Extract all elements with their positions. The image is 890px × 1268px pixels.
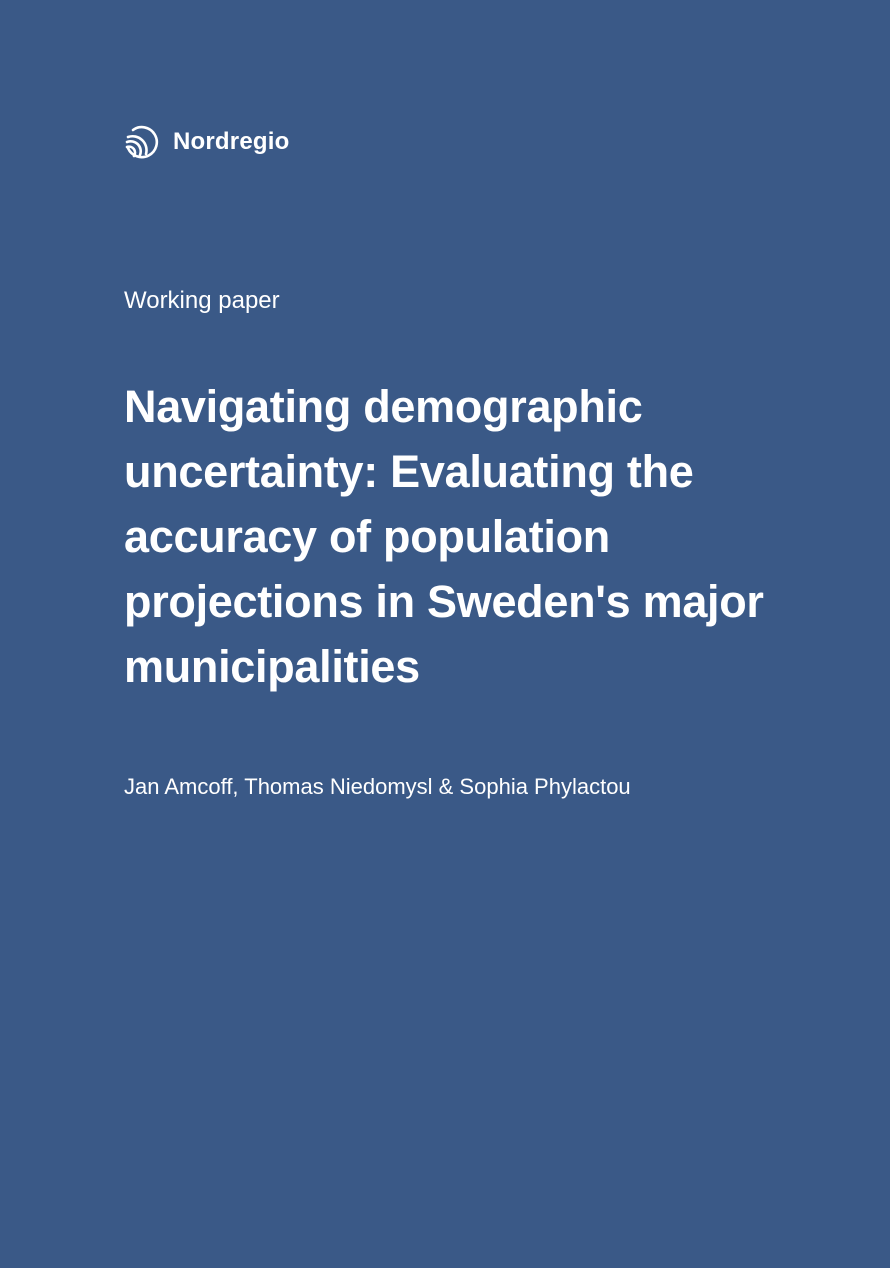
document-title: Navigating demographic uncertainty: Evaluating the accuracy of population projections in Sweden's major municipalities bbox=[124, 381, 764, 692]
publisher-logo bbox=[124, 124, 289, 160]
nordregio-logo-icon bbox=[124, 124, 160, 160]
author-list: Jan Amcoff, Thomas Niedomysl & Sophia Phylactou bbox=[124, 774, 631, 799]
document-type-label: Working paper bbox=[124, 287, 280, 314]
publisher-name: Nordregio bbox=[173, 128, 290, 155]
